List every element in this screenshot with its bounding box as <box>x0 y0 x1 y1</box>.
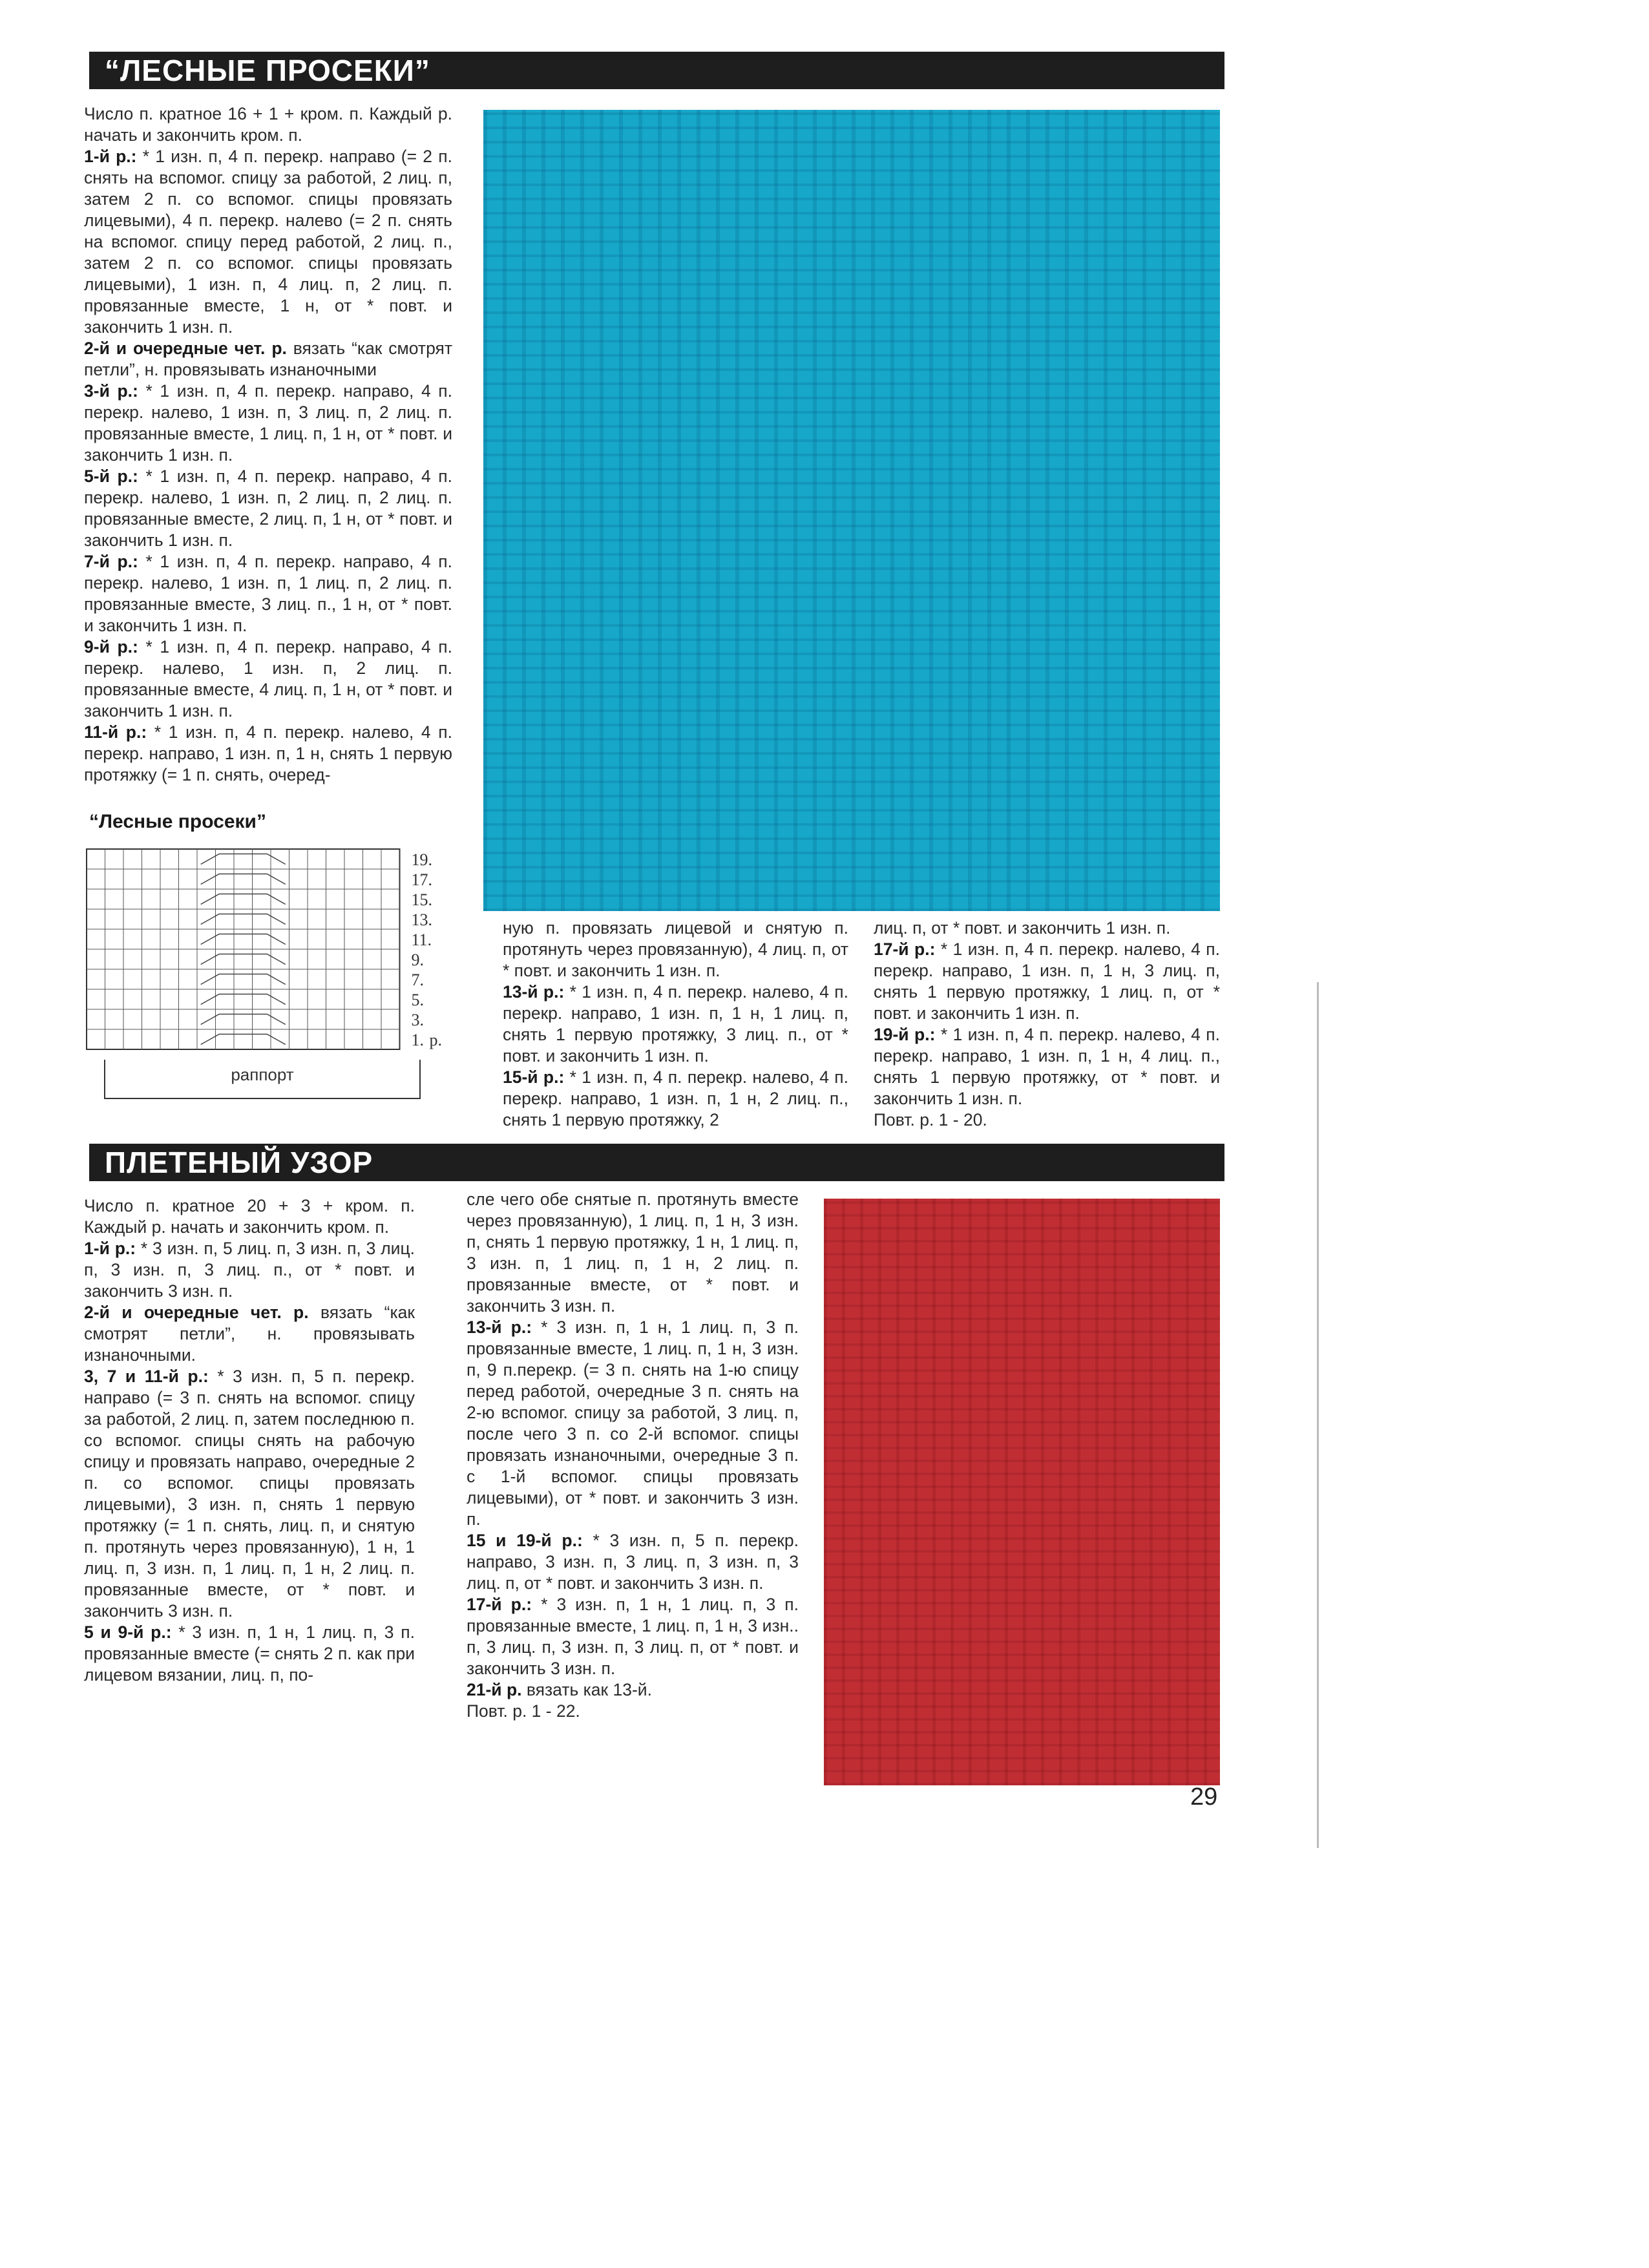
row-label: 15 и 19-й р.: <box>467 1531 583 1550</box>
page-number: 29 <box>1190 1783 1218 1811</box>
stitch-chart-title: “Лесные просеки” <box>89 811 266 832</box>
instruction-text: * 1 изн. п, 4 п. перекр. налево, 4 п. перекр. направо, 1 изн. п, 1 н, 1 лиц. п, снять 1 первую протяжку, 3 лиц. п., от * повт. и закончить 1 изн. п. <box>503 982 848 1066</box>
section1-instructions-col2 <box>503 918 848 1131</box>
instruction-paragraph <box>874 1109 1220 1131</box>
section2-instructions-col2 <box>467 1189 799 1722</box>
photo-braided-pattern-swatch <box>824 1199 1220 1785</box>
instruction-paragraph <box>467 1701 799 1722</box>
row-label: 3, 7 и 11-й р.: <box>84 1367 209 1386</box>
instruction-text: Число п. кратное 20 + 3 + кром. п. Каждый р. начать и закончить кром. п. <box>84 1196 415 1237</box>
instruction-paragraph <box>467 1679 799 1701</box>
row-number: 7. <box>411 971 424 989</box>
instruction-paragraph <box>467 1189 799 1317</box>
instruction-text: * 3 изн. п, 5 п. перекр. направо, 3 изн. п, 3 лиц. п, 3 изн. п, 3 лиц. п, от * повт. и закончить 3 изн. п. <box>467 1531 799 1593</box>
row-number: 9. <box>411 950 424 969</box>
instruction-paragraph <box>84 466 452 551</box>
instruction-text: * 1 изн. п, 4 п. перекр. направо (= 2 п. снять на вспомог. спицу за работой, 2 лиц. п, затем 2 п. со вспомог. спицы провязать лицевыми), 4 п. перекр. налево (= 2 п. снять на вспомог. спицу перед работой, 2 лиц. п., затем 2 п. со вспомог. спицы провязать лицевыми), 1 изн. п, 4 лиц. п, 2 лиц. п. провязанные вместе, 1 н, от * повт. и закончить 1 изн. п. <box>84 147 452 337</box>
instruction-paragraph <box>84 722 452 786</box>
instruction-text: * 1 изн. п, 4 п. перекр. налево, 4 п. перекр. направо, 1 изн. п, 1 н, снять 1 первую протяжку (= 1 п. снять, очеред- <box>84 722 452 784</box>
instruction-paragraph <box>84 338 452 381</box>
row-number: 5. <box>411 991 424 1009</box>
row-label: 5-й р.: <box>84 467 138 486</box>
row-label: 9-й р.: <box>84 637 138 656</box>
instruction-text: Повт. р. 1 - 22. <box>467 1701 580 1721</box>
row-label: 19-й р.: <box>874 1025 936 1044</box>
section-title-forest-clearings: “ЛЕСНЫЕ ПРОСЕКИ” <box>89 52 1224 89</box>
instruction-paragraph <box>503 918 848 982</box>
instruction-paragraph <box>84 551 452 636</box>
row-label: 13-й р.: <box>467 1318 532 1337</box>
row-number: 19. <box>411 850 432 869</box>
instruction-text: * 1 изн. п, 4 п. перекр. налево, 4 п. перекр. направо, 1 изн. п, 1 н, 4 лиц. п., снять 1 первую протяжку, от * повт. и закончить 1 изн. п. <box>874 1025 1220 1108</box>
instruction-text: Число п. кратное 16 + 1 + кром. п. Каждый р. начать и закончить кром. п. <box>84 104 452 145</box>
scan-edge-line <box>1317 982 1319 1848</box>
instruction-paragraph <box>84 146 452 338</box>
section1-instructions-col3 <box>874 918 1220 1131</box>
row-label: 17-й р.: <box>874 940 936 959</box>
stitch-chart-row-numbers <box>412 850 443 1049</box>
repeat-label: раппорт <box>231 1065 294 1084</box>
instruction-paragraph <box>467 1317 799 1530</box>
row-number: 11. <box>411 930 432 949</box>
instruction-text: * 3 изн. п, 5 п. перекр. направо (= 3 п. снять на вспомог. спицу за работой, 2 лиц. п, затем последнюю п. со вспомог. спицы снять на рабочую спицу и провязать направо, очередные 2 п. со вспомог. спицы провязать лицевыми), 3 изн. п, снять 1 первую протяжку (= 1 п. снять, лиц. п, и снятую п. протянуть через провязанную), 1 н, 1 лиц. п, 3 изн. п, 1 лиц. п, 1 н, 2 лиц. п. провязанные вместе, от * повт. и закончить 3 изн. п. <box>84 1367 415 1621</box>
row-number: 13. <box>411 910 432 929</box>
instruction-paragraph <box>84 1302 415 1366</box>
instruction-paragraph <box>467 1594 799 1679</box>
row-label: 7-й р.: <box>84 552 138 571</box>
row-label: 1-й р.: <box>84 147 137 166</box>
row-number: 15. <box>411 890 432 909</box>
instruction-paragraph <box>84 1366 415 1622</box>
instruction-text: * 1 изн. п, 4 п. перекр. направо, 4 п. перекр. налево, 1 изн. п, 2 лиц. п. провязанные вместе, 4 лиц. п, 1 н, от * повт. и закончить 1 изн. п. <box>84 637 453 720</box>
section1-instructions-col1 <box>84 103 452 786</box>
section-title-braided-pattern: ПЛЕТЕНЫЙ УЗОР <box>89 1144 1224 1181</box>
row-label: 11-й р.: <box>84 722 147 742</box>
instruction-text: лиц. п, от * повт. и закончить 1 изн. п. <box>874 918 1171 938</box>
instruction-paragraph <box>874 918 1220 939</box>
row-label: 3-й р.: <box>84 381 138 401</box>
instruction-text: * 1 изн. п, 4 п. перекр. налево, 4 п. перекр. направо, 1 изн. п, 1 н, 2 лиц. п., снять 1 первую протяжку, 2 <box>503 1067 848 1129</box>
row-number: 1. <box>411 1031 424 1049</box>
instruction-paragraph <box>84 1238 415 1302</box>
row-suffix: р. <box>429 1031 442 1049</box>
instruction-paragraph <box>84 1622 415 1686</box>
instruction-text: * 1 изн. п, 4 п. перекр. направо, 4 п. перекр. налево, 1 изн. п, 2 лиц. п, 2 лиц. п. провязанные вместе, 2 лиц. п, 1 н, от * повт. и закончить 1 изн. п. <box>84 467 453 550</box>
instruction-text: ную п. провязать лицевой и снятую п. протянуть через провязанную), 4 лиц. п, от * повт. и закончить 1 изн. п. <box>503 918 848 980</box>
instruction-text: * 3 изн. п, 1 н, 1 лиц. п, 3 п. провязанные вместе, 1 лиц. п, 1 н, 3 изн.. п, 3 лиц. п, 3 изн. п, 3 лиц. п, от * повт. и закончить 3 изн. п. <box>467 1595 799 1678</box>
row-label: 2-й и очередные чет. р. <box>84 339 287 358</box>
instruction-text: * 1 изн. п, 4 п. перекр. направо, 4 п. перекр. налево, 1 изн. п, 1 лиц. п, 2 лиц. п. провязанные вместе, 3 лиц. п., 1 н, от * повт. и закончить 1 изн. п. <box>84 552 453 635</box>
section2-instructions-col1 <box>84 1195 415 1686</box>
instruction-text: сле чего обе снятые п. протянуть вместе через провязанную), 1 лиц. п, 1 н, 3 изн. п, снять 1 первую протяжку, 1 н, 1 лиц. п, 3 изн. п, 1 лиц. п, 1 н, 2 лиц. п. провязанные вместе, от * повт. и закончить 3 изн. п. <box>467 1190 799 1316</box>
row-label: 17-й р.: <box>467 1595 532 1614</box>
instruction-text: * 3 изн. п, 1 н, 1 лиц. п, 3 п. провязанные вместе (= снять 2 п. как при лицевом вязании, лиц. п, по- <box>84 1622 415 1685</box>
row-label: 5 и 9-й р.: <box>84 1622 172 1642</box>
stitch-chart <box>84 846 446 1111</box>
row-label: 1-й р.: <box>84 1239 136 1258</box>
row-label: 21-й р. <box>467 1680 522 1699</box>
photo-forest-clearings-swatch <box>483 110 1220 911</box>
instruction-paragraph <box>84 636 452 722</box>
instruction-paragraph <box>84 381 452 466</box>
row-number: 3. <box>411 1011 424 1029</box>
instruction-text: * 1 изн. п, 4 п. перекр. направо, 4 п. перекр. налево, 1 изн. п, 3 лиц. п, 2 лиц. п. провязанные вместе, 1 лиц. п, 1 н, от * повт. и закончить 1 изн. п. <box>84 381 453 465</box>
instruction-text: * 3 изн. п, 5 лиц. п, 3 изн. п, 3 лиц. п, 3 изн. п, 3 лиц. п., от * повт. и закончить 3 изн. п. <box>84 1239 415 1301</box>
instruction-text: вязать как 13-й. <box>521 1680 652 1699</box>
instruction-paragraph <box>503 982 848 1067</box>
instruction-paragraph <box>874 1024 1220 1109</box>
stitch-chart-grid <box>87 849 400 1049</box>
row-number: 17. <box>411 870 432 889</box>
instruction-paragraph <box>874 939 1220 1024</box>
instruction-text: * 3 изн. п, 1 н, 1 лиц. п, 3 п. провязанные вместе, 1 лиц. п, 1 н, 3 изн. п, 9 п.перекр. (= 3 п. снять на 1-ю спицу перед работой, очередные 3 п. снять на 2-ю вспомог. спицу за работой, 3 лиц. п, после чего 3 п. со 2-й вспомог. спицы провязать изнаночными, очередные 3 п. с 1-й вспомог. спицы провязать лицевыми), от * повт. и закончить 3 изн. п. <box>467 1318 799 1529</box>
instruction-text: * 1 изн. п, 4 п. перекр. налево, 4 п. перекр. направо, 1 изн. п, 1 н, 3 лиц. п, снять 1 первую протяжку, 1 лиц. п, от * повт. и закончить 1 изн. п. <box>874 940 1220 1023</box>
instruction-text: вязать “как смотрят петли”, н. провязывать изнаночными <box>84 339 452 379</box>
row-label: 15-й р.: <box>503 1067 565 1087</box>
instruction-paragraph <box>503 1067 848 1131</box>
instruction-paragraph <box>84 103 452 146</box>
instruction-text: Повт. р. 1 - 20. <box>874 1110 987 1129</box>
instruction-paragraph <box>84 1195 415 1238</box>
instruction-paragraph <box>467 1530 799 1594</box>
instruction-text: вязать “как смотрят петли”, н. провязывать изнаночными. <box>84 1303 415 1365</box>
row-label: 2-й и очередные чет. р. <box>84 1303 309 1322</box>
row-label: 13-й р.: <box>503 982 565 1002</box>
